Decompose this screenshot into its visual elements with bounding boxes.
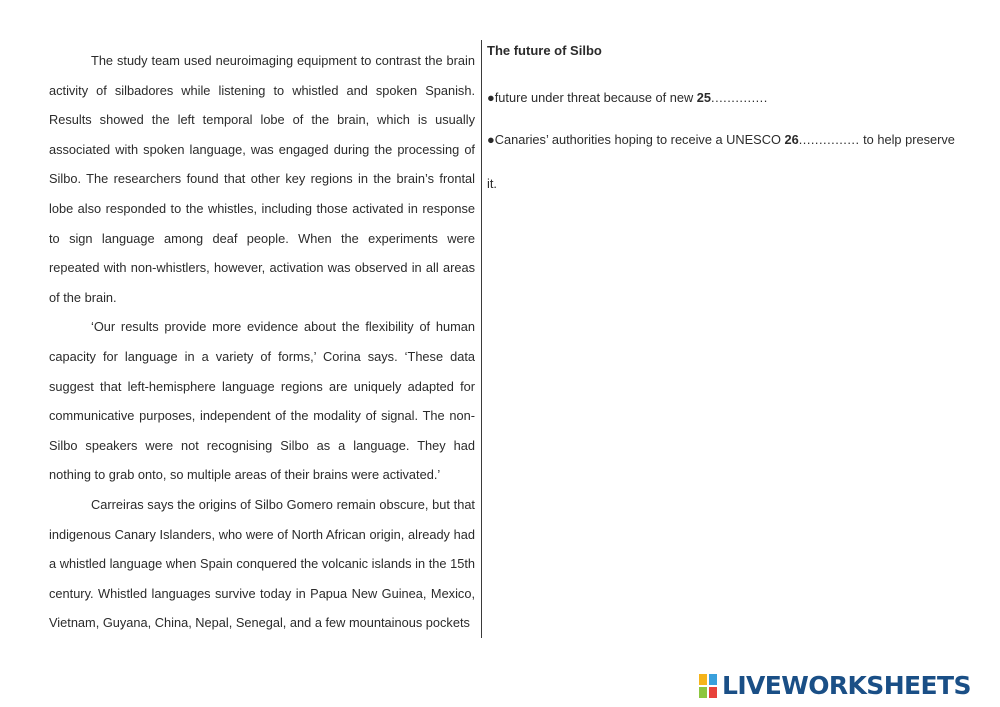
bullet-icon: ●: [487, 90, 495, 105]
logo-block-green: [698, 686, 708, 699]
question-25-line: [487, 90, 768, 105]
question-25-number: 25: [696, 90, 712, 105]
question-26-text: Canaries’ authorities hoping to receive a UNESCO: [494, 132, 785, 147]
bullet-icon: ●: [487, 132, 495, 147]
liveworksheets-logo: [698, 672, 971, 700]
question-26-continuation: it.: [487, 176, 497, 191]
question-26-number: 26: [784, 132, 799, 147]
passage-paragraph-1: The study team used neuroimaging equipment to contrast the brain activity of silbadores while listening to whistled and spoken Spanish. Results showed the left temporal lobe of the brain, which is usually associated with spoken language, was engaged during the processing of Silbo. The researchers found that other key regions in the brain’s frontal lobe also responded to the whistles, including those activated in response to sign language among deaf people. When the experiments were repeated with non-whistlers, however, activation was observed in all areas of the brain.: [49, 53, 475, 305]
answer-gap-26[interactable]: ...............: [798, 132, 860, 147]
brand-name: LIVEWORKSHEETS: [722, 671, 971, 700]
liveworksheets-logo-icon: [698, 673, 718, 699]
logo-block-yellow: [698, 673, 708, 686]
passage-paragraph-2: ‘Our results provide more evidence about the flexibility of human capacity for language in a variety of forms,’ Corina says. ‘These data suggest that left-hemisphere language regions are uniquely adapted for communicative purposes, independent of the modality of signal. The non-Silbo speakers were not recognising Silbo as a language. They had nothing to grab onto, so multiple areas of their brains were activated.’: [49, 319, 475, 483]
logo-block-red: [708, 686, 718, 699]
answer-gap-25[interactable]: ..............: [711, 90, 768, 105]
column-divider: [481, 40, 482, 638]
question-26-suffix: to help preserve: [859, 132, 955, 147]
section-heading: The future of Silbo: [487, 43, 602, 58]
question-26-line: [487, 132, 955, 147]
question-25-text: future under threat because of new: [494, 90, 697, 105]
reading-passage: [49, 46, 475, 638]
passage-paragraph-3: Carreiras says the origins of Silbo Gomero remain obscure, but that indigenous Canary Islanders, who were of North African origin, already had a whistled language when Spain conquered the volcanic islands in the 15th century. Whistled languages survive today in Papua New Guinea, Mexico, Vietnam, Guyana, China, Nepal, Senegal, and a few mountainous pockets: [49, 496, 475, 631]
logo-block-blue: [708, 673, 718, 686]
